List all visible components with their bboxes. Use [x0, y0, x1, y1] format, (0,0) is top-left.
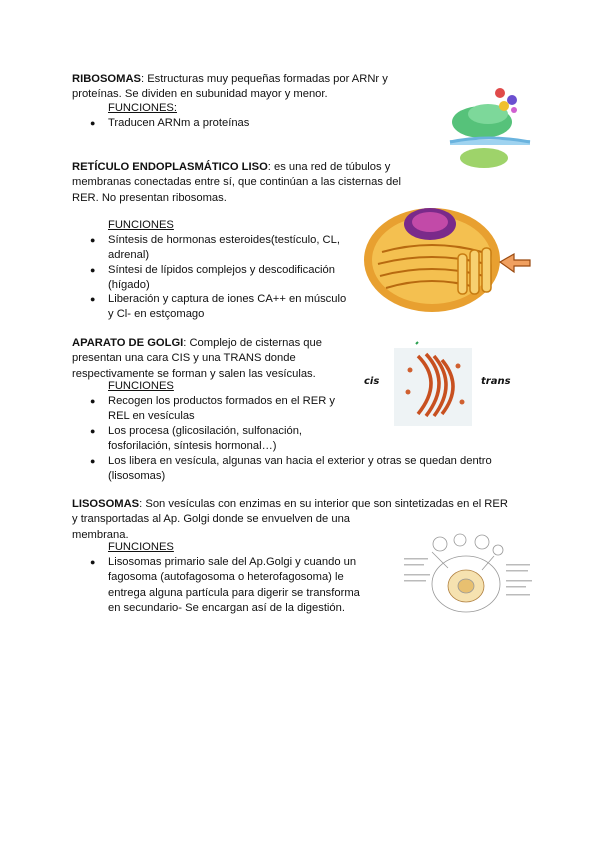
rel-desc-3: RER. No presentan ribosomas. [72, 191, 227, 204]
golgi-item-2-line-2: fosforilación, síntesis hormonal…) [108, 440, 277, 453]
ribosomas-functions-label: FUNCIONES: [108, 102, 177, 114]
golgi-cis-label: cis [364, 376, 380, 387]
ribosomas-paragraph [72, 72, 388, 103]
rel-item-2 [108, 263, 335, 294]
golgi-item-2-line-1: Los procesa (glicosilación, sulfonación, [108, 425, 303, 437]
golgi-desc-3: respectivamente se forman y salen las vesículas. [72, 367, 316, 380]
rel-item-3-line-1: Liberación y captura de iones CA++ en músculo [108, 293, 347, 305]
golgi-item-2 [108, 424, 302, 455]
rel-item-3-line-2: y Cl- en estçomago [108, 308, 205, 321]
bullet: ● [90, 118, 96, 128]
golgi-paragraph [72, 336, 322, 382]
rel-paragraph [72, 160, 401, 206]
golgi-item-1-line-1: Recogen los productos formados en el RER y [108, 395, 335, 407]
rel-item-1-line-2: adrenal) [108, 249, 150, 262]
golgi-desc-2: presentan una cara CIS y una TRANS donde [72, 352, 296, 365]
lysosome-diagram [402, 528, 532, 616]
lisosomas-functions-label: FUNCIONES [108, 541, 174, 553]
rel-functions-label: FUNCIONES [108, 219, 174, 231]
bullet: ● [90, 557, 96, 567]
reticulum-illustration [362, 202, 532, 314]
bullet: ● [90, 396, 96, 406]
lisosomas-item-1 [108, 555, 360, 616]
golgi-item-1-line-2: REL en vesículas [108, 410, 195, 423]
rel-item-1-line-1: Síntesis de hormonas esteroides(testículo, CL, [108, 234, 340, 246]
rel-item-2-line-1: Síntesi de lípidos complejos y descodificación [108, 264, 335, 276]
golgi-illustration [388, 340, 478, 428]
ribosomas-title: RIBOSOMAS [72, 73, 141, 85]
lisosomas-item-1-line-4: en secundario- Se encargan así de la digestión. [108, 601, 345, 614]
lisosomas-desc-2: y transportadas al Ap. Golgi donde se envuelven de una [72, 513, 351, 526]
rel-item-2-line-2: (hígado) [108, 279, 150, 292]
lisosomas-desc-3: membrana. [72, 528, 129, 541]
golgi-trans-label: trans [481, 376, 511, 387]
golgi-desc-1: : Complejo de cisternas que [183, 337, 322, 349]
golgi-item-1 [108, 394, 335, 425]
rel-item-3 [108, 292, 346, 323]
bullet: ● [90, 235, 96, 245]
bullet: ● [90, 294, 96, 304]
rel-desc-2: membranas conectadas entre sí, que continúan a las cisternas del [72, 176, 401, 189]
lisosomas-item-1-line-1: Lisosomas primario sale del Ap.Golgi y cuando un [108, 556, 357, 568]
golgi-item-3 [108, 454, 492, 485]
ribosomas-desc-2: proteínas. Se dividen en subunidad mayor y menor. [72, 88, 328, 101]
lisosomas-item-1-line-2: fagosoma (autofagosoma o heterofagosoma) le [108, 571, 344, 584]
bullet: ● [90, 456, 96, 466]
lisosomas-item-1-line-3: entrega alguna partícula para digerir se transforma [108, 586, 360, 599]
ribosomas-item-1: Traducen ARNm a proteínas [108, 117, 250, 129]
lisosomas-desc-1: : Son vesículas con enzimas en su interior que son sintetizadas en el RER [139, 498, 508, 510]
ribosome-illustration [438, 84, 534, 176]
golgi-item-3-line-2: (lisosomas) [108, 470, 166, 483]
golgi-functions-label: FUNCIONES [108, 380, 174, 392]
golgi-item-3-line-1: Los libera en vesícula, algunas van hacia el exterior y otras se quedan dentro [108, 455, 492, 467]
bullet: ● [90, 265, 96, 275]
ribosomas-desc-1: : Estructuras muy pequeñas formadas por ARNr y [141, 73, 388, 85]
rel-item-1 [108, 233, 340, 264]
golgi-title: APARATO DE GOLGI [72, 337, 184, 349]
lisosomas-title: LISOSOMAS [72, 498, 140, 510]
rel-title: RETÍCULO ENDOPLASMÁTICO LISO [72, 161, 268, 173]
rel-desc-1: : es una red de túbulos y [267, 161, 391, 173]
bullet: ● [90, 426, 96, 436]
